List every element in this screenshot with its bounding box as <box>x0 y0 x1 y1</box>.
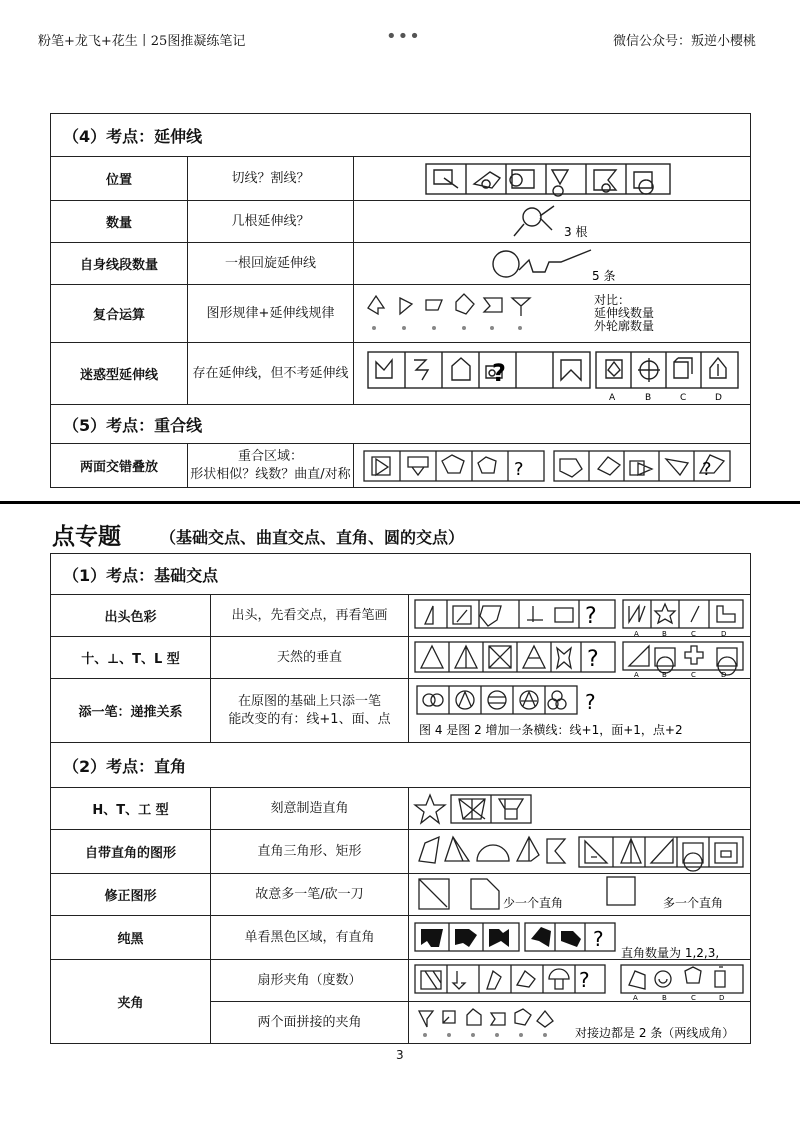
figure-cell <box>354 157 751 201</box>
figure-cell <box>354 444 751 488</box>
row-desc: 故意多一笔/砍一刀 <box>211 874 409 916</box>
figure-cell <box>354 285 751 343</box>
row-desc <box>188 444 354 488</box>
row-desc <box>211 679 409 743</box>
figure-cell <box>409 637 751 679</box>
sector-angle-figures <box>409 961 749 1001</box>
option-b: B <box>662 629 667 636</box>
option-d: D <box>719 993 725 1001</box>
row-desc: 图形规律+延伸线规律 <box>188 285 354 343</box>
header-right: 微信公众号：叛逆小樱桃 <box>613 34 757 49</box>
row-name: 两面交错叠放 <box>51 444 188 488</box>
protrude-figures <box>409 596 749 636</box>
figure-cell <box>354 201 751 243</box>
desc-line: 能改变的有：线+1、面、点 <box>228 711 391 727</box>
joined-angle-figures <box>409 1003 749 1043</box>
confusing-figures <box>354 344 749 404</box>
header-left: 粉笔+龙飞+花生丨25图推凝练笔记 <box>38 34 246 49</box>
row-desc: 单看黑色区域，有直角 <box>211 916 409 960</box>
page-number: 3 <box>396 1048 404 1062</box>
row-name: 位置 <box>51 157 188 201</box>
row-name: 十、⊥、T、L 型 <box>51 637 211 679</box>
figure-cell <box>354 343 751 405</box>
option-c: C <box>680 392 687 403</box>
row-name: 迷惑型延伸线 <box>51 343 188 405</box>
note-line: 外轮廓数量 <box>594 318 655 333</box>
row-desc: 存在延伸线，但不考延伸线 <box>188 343 354 405</box>
figure-cell <box>409 679 751 743</box>
option-b: B <box>645 392 652 403</box>
row-name: 出头色彩 <box>51 595 211 637</box>
option-a: A <box>609 392 616 403</box>
option-b: B <box>662 670 667 678</box>
figure-cell <box>409 1002 751 1044</box>
black-figures <box>409 917 749 959</box>
note: 对接边都是 2 条（两线成角） <box>575 1025 735 1040</box>
desc-line: 形状相似？线数？曲直/对称 <box>190 466 351 482</box>
option-c: C <box>691 670 696 678</box>
corrected-figures <box>409 875 749 915</box>
note-line: 对比： <box>594 292 631 307</box>
header-menu-dots[interactable]: ••• <box>386 26 421 47</box>
figure-cell <box>409 788 751 830</box>
row-desc: 出头，先看交点，再看笔画 <box>211 595 409 637</box>
overlap-figures <box>354 445 749 487</box>
add-stroke-figures <box>409 680 749 742</box>
figure-cell <box>409 916 751 960</box>
row-desc: 刻意制造直角 <box>211 788 409 830</box>
question-mark: ? <box>514 458 524 480</box>
topic-subtitle: （基础交点、曲直交点、直角、圆的交点） <box>160 528 465 547</box>
right-angle-figures <box>409 831 749 873</box>
row-name: 自身线段数量 <box>51 243 188 285</box>
section-title: （5）考点：重合线 <box>51 405 751 444</box>
question-mark: ? <box>492 358 506 387</box>
row-desc: 一根回旋延伸线 <box>188 243 354 285</box>
figure-cell <box>409 830 751 874</box>
row-name: 自带直角的图形 <box>51 830 211 874</box>
option-d: D <box>721 670 727 678</box>
h-t-figures <box>409 789 749 829</box>
row-name: 修正图形 <box>51 874 211 916</box>
question-mark: ? <box>587 646 599 672</box>
option-a: A <box>634 629 639 636</box>
note: 图 4 是图 2 增加一条横线：线+1，面+1，点+2 <box>419 722 683 737</box>
note-line: 延伸线数量 <box>594 305 655 320</box>
option-d: D <box>715 392 722 403</box>
note: 多一个直角 <box>663 895 724 910</box>
section-divider <box>0 501 800 504</box>
row-desc: 扇形夹角（度数） <box>211 960 409 1002</box>
row-desc: 几根延伸线？ <box>188 201 354 243</box>
question-mark: ? <box>579 967 590 992</box>
extension-line-table <box>50 113 751 488</box>
desc-line: 重合区域： <box>237 448 303 464</box>
row-desc: 两个面拼接的夹角 <box>211 1002 409 1044</box>
desc-line: 在原图的基础上只添一笔 <box>237 693 381 709</box>
count-figure <box>354 202 749 242</box>
section-title: （2）考点：直角 <box>51 743 751 788</box>
question-mark: ? <box>585 603 597 629</box>
option-c: C <box>691 629 696 636</box>
topic-title: 点专题 <box>52 524 121 550</box>
tangent-figures <box>354 158 749 200</box>
question-mark: ? <box>585 689 596 714</box>
figure-cell <box>354 243 751 285</box>
option-d: D <box>721 629 727 636</box>
row-name: 复合运算 <box>51 285 188 343</box>
question-mark: ? <box>593 926 604 951</box>
section-title: （4）考点：延伸线 <box>51 114 751 157</box>
row-desc: 切线？割线？ <box>188 157 354 201</box>
points-table <box>50 553 751 1044</box>
option-c: C <box>691 993 696 1001</box>
figure-cell <box>409 874 751 916</box>
cross-t-l-figures <box>409 638 749 678</box>
compound-figures <box>354 286 749 342</box>
question-mark: ? <box>702 458 712 480</box>
option-a: A <box>634 670 639 678</box>
note: 5 条 <box>592 268 616 283</box>
row-name: 夹角 <box>51 960 211 1044</box>
row-desc: 天然的垂直 <box>211 637 409 679</box>
option-b: B <box>662 993 667 1001</box>
option-a: A <box>633 993 638 1001</box>
note: 直角数量为 1,2,3, <box>621 945 720 959</box>
note: 3 根 <box>564 224 588 239</box>
row-name: H、T、工 型 <box>51 788 211 830</box>
figure-cell <box>409 960 751 1002</box>
spiral-figure <box>354 244 749 284</box>
row-desc: 直角三角形、矩形 <box>211 830 409 874</box>
row-name: 纯黑 <box>51 916 211 960</box>
row-name: 添一笔：递推关系 <box>51 679 211 743</box>
row-name: 数量 <box>51 201 188 243</box>
section-title: （1）考点：基础交点 <box>51 554 751 595</box>
note: 少一个直角 <box>503 895 564 910</box>
figure-cell <box>409 595 751 637</box>
